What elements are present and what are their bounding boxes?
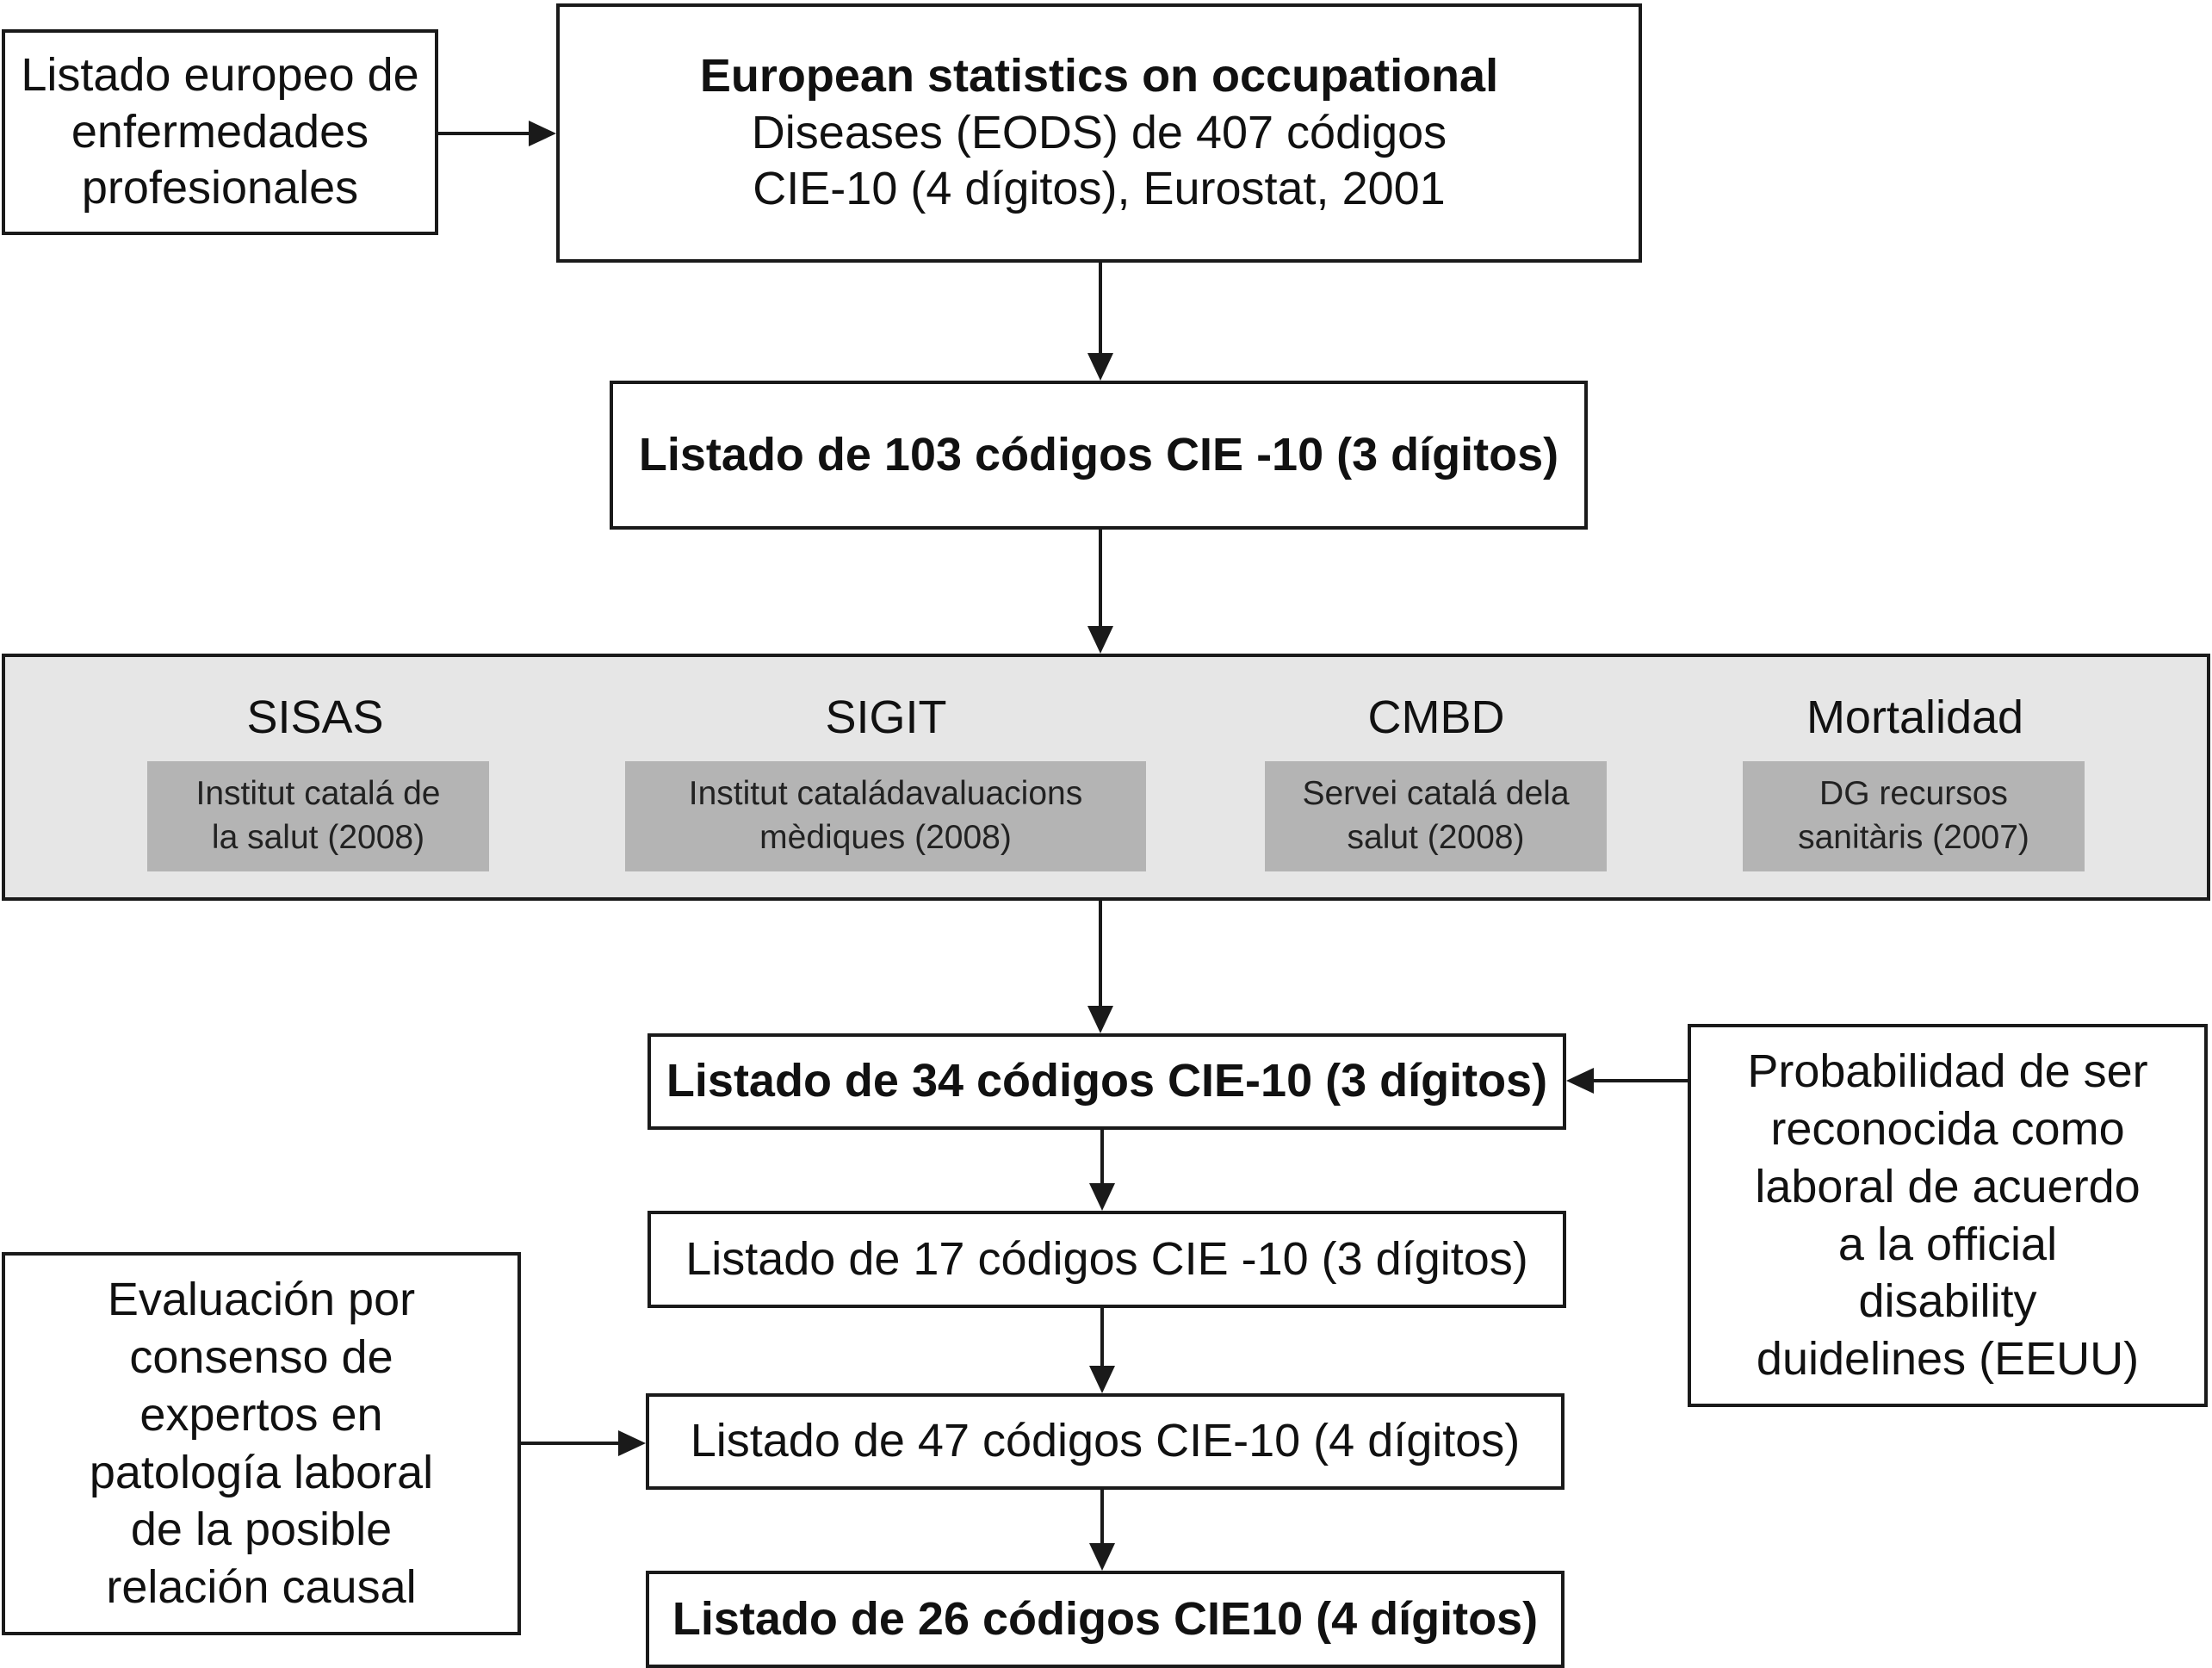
expert-line-4: patología laboral (89, 1446, 434, 1498)
sisas-detail-2: la salut (2008) (211, 819, 425, 856)
prob-line-6: duidelines (EEUU) (1756, 1333, 2140, 1386)
cmbd-detail-1: Servei catalá dela (1302, 775, 1570, 813)
step-34-codes-box (647, 1033, 1566, 1130)
prob-line-5: disability (1858, 1275, 2037, 1328)
sisas-detail-1: Institut catalá de (195, 775, 441, 813)
step-34-label: Listado de 34 códigos CIE-10 (3 dígitos) (666, 1055, 1548, 1107)
step-26-label: Listado de 26 códigos CIE10 (4 dígitos) (672, 1592, 1539, 1645)
source-line-1: Listado europeo de (21, 48, 419, 101)
sigit-detail-2: mèdiques (2008) (759, 819, 1012, 856)
step-17-label: Listado de 17 códigos CIE -10 (3 dígitos) (685, 1232, 1528, 1285)
mortalidad-detail-2: sanitàris (2007) (1798, 819, 2029, 856)
arrow-17-to-47 (1089, 1308, 1115, 1393)
arrow-sources-to-34 (1087, 901, 1113, 1033)
source-chip-cmbd (1265, 761, 1607, 871)
step-47-label: Listado de 47 códigos CIE-10 (4 dígitos) (690, 1415, 1521, 1467)
prob-line-1: Probabilidad de ser (1747, 1045, 2148, 1097)
arrow-103-to-sources (1087, 530, 1113, 654)
arrow-eods-to-103 (1087, 263, 1113, 381)
eods-title: European statistics on occupational (699, 49, 1499, 102)
prob-line-3: laboral de acuerdo (1755, 1160, 2141, 1212)
source-title-sigit: SIGIT (825, 691, 947, 743)
mortalidad-detail-1: DG recursos (1819, 775, 2008, 813)
eods-line-2: Diseases (EODS) de 407 códigos (751, 106, 1447, 158)
step-17-codes-box (647, 1211, 1566, 1308)
arrow-source-to-eods (438, 121, 556, 146)
cmbd-detail-2: salut (2008) (1347, 819, 1525, 856)
source-title-cmbd: CMBD (1367, 691, 1505, 743)
source-chip-mortalidad (1743, 761, 2085, 871)
expert-line-3: expertos en (139, 1388, 383, 1441)
arrow-47-to-26 (1089, 1490, 1115, 1571)
eods-line-3: CIE-10 (4 dígitos), Eurostat, 2001 (753, 163, 1446, 215)
arrow-expert-to-47 (521, 1430, 646, 1456)
source-chip-sisas (147, 761, 489, 871)
step-103-codes-box (610, 381, 1588, 530)
prob-line-2: reconocida como (1770, 1102, 2125, 1155)
european-list-source-box (2, 29, 438, 235)
step-26-codes-box (646, 1571, 1565, 1668)
arrow-probability-to-34 (1566, 1068, 1688, 1094)
expert-line-5: de la posible (130, 1504, 393, 1556)
source-title-mortalidad: Mortalidad (1806, 691, 2024, 743)
data-sources-panel (2, 654, 2210, 901)
arrow-34-to-17 (1089, 1130, 1115, 1211)
eods-box (556, 3, 1642, 263)
expert-line-1: Evaluación por (107, 1273, 416, 1325)
source-chip-sigit (625, 761, 1146, 871)
prob-line-4: a la official (1837, 1218, 2058, 1270)
expert-line-6: relación causal (106, 1561, 417, 1614)
source-line-2: enfermedades (71, 105, 369, 158)
source-title-sisas: SISAS (246, 691, 384, 743)
step-103-label: Listado de 103 códigos CIE -10 (3 dígitos) (638, 428, 1559, 481)
source-line-3: profesionales (81, 162, 359, 214)
step-47-codes-box (646, 1393, 1565, 1490)
sigit-detail-1: Institut cataládavaluacions (688, 775, 1083, 813)
probability-criteria-box (1688, 1024, 2208, 1407)
expert-consensus-box (2, 1252, 521, 1635)
expert-line-2: consenso de (129, 1330, 393, 1383)
